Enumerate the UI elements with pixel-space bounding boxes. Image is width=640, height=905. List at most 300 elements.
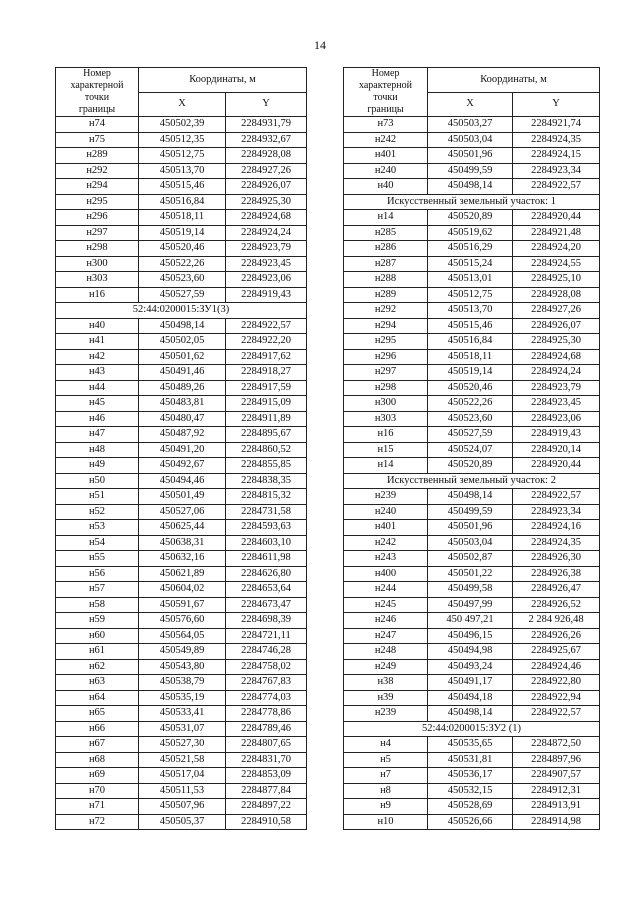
point-number-cell: н292 — [344, 303, 428, 319]
y-coordinate-cell: 2284925,30 — [513, 334, 600, 350]
x-coordinate-cell: 450535,19 — [139, 690, 226, 706]
x-coordinate-cell: 450513,70 — [428, 303, 513, 319]
x-coordinate-cell: 450604,02 — [139, 582, 226, 598]
point-number-cell: н297 — [344, 365, 428, 381]
x-coordinate-cell: 450512,35 — [139, 132, 226, 148]
y-coordinate-cell: 2284914,98 — [513, 814, 600, 830]
y-coordinate-cell: 2284815,32 — [226, 489, 307, 505]
table-row — [56, 706, 307, 722]
x-coordinate-cell: 450499,58 — [428, 582, 513, 598]
x-coordinate-cell: 450523,60 — [139, 272, 226, 288]
x-coordinate-cell: 450527,59 — [139, 287, 226, 303]
table-row — [56, 365, 307, 381]
table-row — [344, 210, 600, 226]
point-number-cell: н14 — [344, 458, 428, 474]
table-row — [56, 535, 307, 551]
table-row — [344, 706, 600, 722]
point-number-cell: н303 — [344, 411, 428, 427]
point-number-cell: н294 — [56, 179, 139, 195]
point-number-header: Номер характерной точки границы — [344, 68, 428, 117]
table-row — [344, 783, 600, 799]
table-row — [344, 272, 600, 288]
table-row — [56, 148, 307, 164]
point-number-cell: н61 — [56, 644, 139, 660]
y-coordinate-cell: 2284774,03 — [226, 690, 307, 706]
table-row — [344, 396, 600, 412]
y-coordinate-cell: 2284922,57 — [226, 318, 307, 334]
table-row — [344, 256, 600, 272]
table-row — [344, 644, 600, 660]
point-number-cell: н64 — [56, 690, 139, 706]
x-coordinate-cell: 450576,60 — [139, 613, 226, 629]
x-coordinate-cell: 450527,06 — [139, 504, 226, 520]
table-row — [344, 303, 600, 319]
y-coordinate-cell: 2284928,08 — [226, 148, 307, 164]
x-coordinate-cell: 450564,05 — [139, 628, 226, 644]
y-coordinate-cell: 2284915,09 — [226, 396, 307, 412]
y-coordinate-cell: 2284926,30 — [513, 551, 600, 567]
point-number-cell: н298 — [344, 380, 428, 396]
table-row — [56, 597, 307, 613]
point-number-cell: н300 — [344, 396, 428, 412]
table-row — [56, 504, 307, 520]
point-number-cell: н248 — [344, 644, 428, 660]
y-coordinate-cell: 2284910,58 — [226, 814, 307, 830]
x-coordinate-cell: 450501,49 — [139, 489, 226, 505]
y-coordinate-cell: 2284923,45 — [513, 396, 600, 412]
table-row — [56, 721, 307, 737]
x-coordinate-cell: 450503,04 — [428, 535, 513, 551]
x-coordinate-cell: 450535,65 — [428, 737, 513, 753]
table-row — [56, 551, 307, 567]
table-row — [56, 256, 307, 272]
point-number-cell: н239 — [344, 706, 428, 722]
table-row — [344, 520, 600, 536]
x-coordinate-cell: 450520,89 — [428, 210, 513, 226]
x-coordinate-cell: 450 497,21 — [428, 613, 513, 629]
y-coordinate-cell: 2284922,57 — [513, 489, 600, 505]
point-number-cell: н71 — [56, 799, 139, 815]
x-coordinate-cell: 450491,20 — [139, 442, 226, 458]
y-coordinate-cell: 2 284 926,48 — [513, 613, 600, 629]
y-coordinate-cell: 2284877,84 — [226, 783, 307, 799]
x-coordinate-cell: 450531,07 — [139, 721, 226, 737]
table-row — [344, 566, 600, 582]
x-coordinate-cell: 450632,16 — [139, 551, 226, 567]
point-number-cell: н59 — [56, 613, 139, 629]
y-coordinate-cell: 2284923,79 — [513, 380, 600, 396]
x-coordinate-cell: 450516,29 — [428, 241, 513, 257]
y-coordinate-cell: 2284603,10 — [226, 535, 307, 551]
table-row — [56, 225, 307, 241]
y-coordinate-cell: 2284831,70 — [226, 752, 307, 768]
x-coordinate-cell: 450498,14 — [428, 179, 513, 195]
y-coordinate-cell: 2284778,86 — [226, 706, 307, 722]
y-coordinate-cell: 2284593,63 — [226, 520, 307, 536]
table-row — [56, 334, 307, 350]
y-coordinate-cell: 2284924,35 — [513, 132, 600, 148]
y-coordinate-cell: 2284922,20 — [226, 334, 307, 350]
x-coordinate-cell: 450516,84 — [428, 334, 513, 350]
table-row — [56, 582, 307, 598]
page-number: 14 — [314, 38, 326, 52]
y-coordinate-cell: 2284920,44 — [513, 458, 600, 474]
point-number-cell: н246 — [344, 613, 428, 629]
x-coordinate-cell: 450498,14 — [428, 489, 513, 505]
y-coordinate-cell: 2284920,44 — [513, 210, 600, 226]
point-number-cell: н401 — [344, 148, 428, 164]
y-coordinate-cell: 2284924,15 — [513, 148, 600, 164]
y-coordinate-cell: 2284917,59 — [226, 380, 307, 396]
section-row — [344, 473, 600, 489]
x-coordinate-cell: 450499,59 — [428, 504, 513, 520]
y-coordinate-cell: 2284926,47 — [513, 582, 600, 598]
point-number-cell: н14 — [344, 210, 428, 226]
y-coordinate-cell: 2284698,39 — [226, 613, 307, 629]
table-row — [56, 396, 307, 412]
x-coordinate-cell: 450543,80 — [139, 659, 226, 675]
x-coordinate-cell: 450638,31 — [139, 535, 226, 551]
y-coordinate-cell: 2284919,43 — [513, 427, 600, 443]
point-number-cell: н40 — [56, 318, 139, 334]
point-number-header: Номер характерной точки границы — [56, 68, 139, 117]
y-coordinate-cell: 2284897,96 — [513, 752, 600, 768]
x-coordinate-cell: 450497,99 — [428, 597, 513, 613]
table-row — [56, 380, 307, 396]
point-number-cell: н288 — [344, 272, 428, 288]
point-number-cell: н46 — [56, 411, 139, 427]
table-row — [56, 179, 307, 195]
point-number-cell: н292 — [56, 163, 139, 179]
point-number-cell: н72 — [56, 814, 139, 830]
y-coordinate-cell: 2284895,67 — [226, 427, 307, 443]
table-row — [56, 287, 307, 303]
table-row — [56, 473, 307, 489]
x-coordinate-cell: 450499,59 — [428, 163, 513, 179]
x-coordinate-cell: 450501,96 — [428, 148, 513, 164]
table-row — [344, 365, 600, 381]
table-body — [344, 117, 600, 830]
y-coordinate-cell: 2284922,94 — [513, 690, 600, 706]
table-row — [344, 148, 600, 164]
point-number-cell: н44 — [56, 380, 139, 396]
section-row — [344, 721, 600, 737]
point-number-cell: н73 — [344, 117, 428, 133]
table-row — [344, 768, 600, 784]
table-row — [344, 535, 600, 551]
y-coordinate-cell: 2284922,57 — [513, 706, 600, 722]
x-coordinate-cell: 450526,66 — [428, 814, 513, 830]
table-row — [344, 334, 600, 350]
y-coordinate-cell: 2284923,79 — [226, 241, 307, 257]
point-number-cell: н247 — [344, 628, 428, 644]
x-coordinate-cell: 450502,05 — [139, 334, 226, 350]
x-coordinate-cell: 450496,15 — [428, 628, 513, 644]
point-number-cell: н49 — [56, 458, 139, 474]
table-row — [344, 458, 600, 474]
x-coordinate-cell: 450501,22 — [428, 566, 513, 582]
table-row — [56, 752, 307, 768]
y-coordinate-cell: 2284626,80 — [226, 566, 307, 582]
y-coordinate-cell: 2284924,24 — [226, 225, 307, 241]
section-title: Искусственный земельный участок: 1 — [344, 194, 600, 210]
table-row — [344, 752, 600, 768]
x-coordinate-cell: 450522,26 — [428, 396, 513, 412]
y-coordinate-cell: 2284920,14 — [513, 442, 600, 458]
table-row — [344, 504, 600, 520]
x-coordinate-cell: 450513,01 — [428, 272, 513, 288]
y-coordinate-cell: 2284918,27 — [226, 365, 307, 381]
table-header — [56, 68, 307, 117]
y-coordinate-cell: 2284926,52 — [513, 597, 600, 613]
x-coordinate-cell: 450520,46 — [428, 380, 513, 396]
table-row — [344, 380, 600, 396]
point-number-cell: н242 — [344, 132, 428, 148]
point-number-cell: н294 — [344, 318, 428, 334]
point-number-cell: н295 — [344, 334, 428, 350]
point-number-cell: н287 — [344, 256, 428, 272]
point-number-cell: н48 — [56, 442, 139, 458]
x-coordinate-cell: 450591,67 — [139, 597, 226, 613]
section-title: 52:44:0200015:ЗУ2 (1) — [344, 721, 600, 737]
table-row — [56, 442, 307, 458]
point-number-cell: н68 — [56, 752, 139, 768]
x-coordinate-cell: 450524,07 — [428, 442, 513, 458]
point-number-cell: н10 — [344, 814, 428, 830]
y-coordinate-cell: 2284923,34 — [513, 163, 600, 179]
point-number-cell: н244 — [344, 582, 428, 598]
y-coordinate-cell: 2284897,22 — [226, 799, 307, 815]
x-coordinate-cell: 450527,30 — [139, 737, 226, 753]
y-coordinate-cell: 2284927,26 — [513, 303, 600, 319]
point-number-cell: н242 — [344, 535, 428, 551]
table-row — [344, 225, 600, 241]
table-row — [56, 799, 307, 815]
x-coordinate-cell: 450503,04 — [428, 132, 513, 148]
y-coordinate-cell: 2284923,45 — [226, 256, 307, 272]
y-coordinate-cell: 2284653,64 — [226, 582, 307, 598]
y-column-header: Y — [226, 92, 307, 117]
table-row — [56, 489, 307, 505]
y-coordinate-cell: 2284789,46 — [226, 721, 307, 737]
y-coordinate-cell: 2284923,06 — [513, 411, 600, 427]
y-coordinate-cell: 2284927,26 — [226, 163, 307, 179]
table-row — [344, 659, 600, 675]
x-coordinate-cell: 450515,46 — [139, 179, 226, 195]
x-coordinate-cell: 450502,87 — [428, 551, 513, 567]
y-column-header: Y — [513, 92, 600, 117]
point-number-cell: н9 — [344, 799, 428, 815]
y-coordinate-cell: 2284925,30 — [226, 194, 307, 210]
table-row — [344, 628, 600, 644]
y-coordinate-cell: 2284767,83 — [226, 675, 307, 691]
x-coordinate-cell: 450518,11 — [428, 349, 513, 365]
x-column-header: X — [139, 92, 226, 117]
x-coordinate-cell: 450621,89 — [139, 566, 226, 582]
table-row — [56, 566, 307, 582]
x-coordinate-cell: 450492,67 — [139, 458, 226, 474]
x-coordinate-cell: 450487,92 — [139, 427, 226, 443]
y-coordinate-cell: 2284924,16 — [513, 520, 600, 536]
x-coordinate-cell: 450483,81 — [139, 396, 226, 412]
y-coordinate-cell: 2284911,89 — [226, 411, 307, 427]
table-row — [56, 737, 307, 753]
y-coordinate-cell: 2284922,80 — [513, 675, 600, 691]
point-number-cell: н289 — [56, 148, 139, 164]
point-number-cell: н51 — [56, 489, 139, 505]
table-row — [344, 318, 600, 334]
y-coordinate-cell: 2284860,52 — [226, 442, 307, 458]
y-coordinate-cell: 2284924,35 — [513, 535, 600, 551]
point-number-cell: н240 — [344, 504, 428, 520]
y-coordinate-cell: 2284926,26 — [513, 628, 600, 644]
coordinates-table-right — [343, 67, 600, 830]
y-coordinate-cell: 2284924,68 — [226, 210, 307, 226]
y-coordinate-cell: 2284746,28 — [226, 644, 307, 660]
point-number-cell: н67 — [56, 737, 139, 753]
y-coordinate-cell: 2284919,43 — [226, 287, 307, 303]
x-column-header: X — [428, 92, 513, 117]
y-coordinate-cell: 2284758,02 — [226, 659, 307, 675]
point-number-cell: н40 — [344, 179, 428, 195]
x-coordinate-cell: 450480,47 — [139, 411, 226, 427]
point-number-cell: н45 — [56, 396, 139, 412]
point-number-cell: н240 — [344, 163, 428, 179]
table-row — [344, 799, 600, 815]
y-coordinate-cell: 2284838,35 — [226, 473, 307, 489]
x-coordinate-cell: 450512,75 — [139, 148, 226, 164]
point-number-cell: н55 — [56, 551, 139, 567]
table-row — [56, 659, 307, 675]
table-row — [56, 675, 307, 691]
x-coordinate-cell: 450625,44 — [139, 520, 226, 536]
table-row — [56, 427, 307, 443]
x-coordinate-cell: 450501,96 — [428, 520, 513, 536]
point-number-cell: н39 — [344, 690, 428, 706]
x-coordinate-cell: 450498,14 — [428, 706, 513, 722]
point-number-cell: н7 — [344, 768, 428, 784]
table-header — [344, 68, 600, 117]
table-row — [344, 814, 600, 830]
y-coordinate-cell: 2284921,74 — [513, 117, 600, 133]
x-coordinate-cell: 450515,46 — [428, 318, 513, 334]
x-coordinate-cell: 450489,26 — [139, 380, 226, 396]
y-coordinate-cell: 2284907,57 — [513, 768, 600, 784]
table-row — [344, 582, 600, 598]
x-coordinate-cell: 450491,46 — [139, 365, 226, 381]
table-row — [56, 613, 307, 629]
x-coordinate-cell: 450528,69 — [428, 799, 513, 815]
y-coordinate-cell: 2284922,57 — [513, 179, 600, 195]
point-number-cell: н62 — [56, 659, 139, 675]
point-number-cell: н54 — [56, 535, 139, 551]
point-number-cell: н400 — [344, 566, 428, 582]
table-row — [344, 179, 600, 195]
point-number-cell: н289 — [344, 287, 428, 303]
table-row — [344, 163, 600, 179]
y-coordinate-cell: 2284611,98 — [226, 551, 307, 567]
section-row — [344, 194, 600, 210]
section-row — [56, 303, 307, 319]
y-coordinate-cell: 2284926,38 — [513, 566, 600, 582]
section-title: Искусственный земельный участок: 2 — [344, 473, 600, 489]
table-body — [56, 117, 307, 830]
table-row — [56, 458, 307, 474]
table-row — [56, 768, 307, 784]
y-coordinate-cell: 2284932,67 — [226, 132, 307, 148]
point-number-cell: н38 — [344, 675, 428, 691]
table-row — [344, 737, 600, 753]
point-number-cell: н56 — [56, 566, 139, 582]
section-title: 52:44:0200015:ЗУ1(3) — [56, 303, 307, 319]
table-row — [344, 427, 600, 443]
point-number-cell: н58 — [56, 597, 139, 613]
point-number-cell: н296 — [344, 349, 428, 365]
x-coordinate-cell: 450521,58 — [139, 752, 226, 768]
table-row — [56, 644, 307, 660]
table-row — [344, 613, 600, 629]
table-row — [344, 117, 600, 133]
table-row — [56, 520, 307, 536]
y-coordinate-cell: 2284924,55 — [513, 256, 600, 272]
table-row — [344, 597, 600, 613]
y-coordinate-cell: 2284931,79 — [226, 117, 307, 133]
y-coordinate-cell: 2284917,62 — [226, 349, 307, 365]
point-number-cell: н303 — [56, 272, 139, 288]
table-row — [344, 551, 600, 567]
x-coordinate-cell: 450502,39 — [139, 117, 226, 133]
x-coordinate-cell: 450519,62 — [428, 225, 513, 241]
x-coordinate-cell: 450522,26 — [139, 256, 226, 272]
point-number-cell: н5 — [344, 752, 428, 768]
point-number-cell: н63 — [56, 675, 139, 691]
point-number-cell: н75 — [56, 132, 139, 148]
x-coordinate-cell: 450494,98 — [428, 644, 513, 660]
x-coordinate-cell: 450519,14 — [139, 225, 226, 241]
x-coordinate-cell: 450527,59 — [428, 427, 513, 443]
x-coordinate-cell: 450549,89 — [139, 644, 226, 660]
x-coordinate-cell: 450538,79 — [139, 675, 226, 691]
x-coordinate-cell: 450531,81 — [428, 752, 513, 768]
coordinates-table-left — [55, 67, 307, 830]
table-row — [56, 318, 307, 334]
x-coordinate-cell: 450536,17 — [428, 768, 513, 784]
point-number-cell: н249 — [344, 659, 428, 675]
y-coordinate-cell: 2284855,85 — [226, 458, 307, 474]
table-row — [344, 675, 600, 691]
x-coordinate-cell: 450503,27 — [428, 117, 513, 133]
coordinates-header: Координаты, м — [428, 68, 600, 93]
point-number-cell: н69 — [56, 768, 139, 784]
table-row — [344, 411, 600, 427]
y-coordinate-cell: 2284807,65 — [226, 737, 307, 753]
x-coordinate-cell: 450494,18 — [428, 690, 513, 706]
y-coordinate-cell: 2284872,50 — [513, 737, 600, 753]
point-number-cell: н74 — [56, 117, 139, 133]
table-row — [56, 117, 307, 133]
point-number-cell: н298 — [56, 241, 139, 257]
point-number-cell: н4 — [344, 737, 428, 753]
table-row — [56, 783, 307, 799]
x-coordinate-cell: 450523,60 — [428, 411, 513, 427]
point-number-cell: н8 — [344, 783, 428, 799]
x-coordinate-cell: 450491,17 — [428, 675, 513, 691]
y-coordinate-cell: 2284923,34 — [513, 504, 600, 520]
table-row — [56, 132, 307, 148]
point-number-cell: н15 — [344, 442, 428, 458]
table-row — [56, 210, 307, 226]
point-number-cell: н66 — [56, 721, 139, 737]
